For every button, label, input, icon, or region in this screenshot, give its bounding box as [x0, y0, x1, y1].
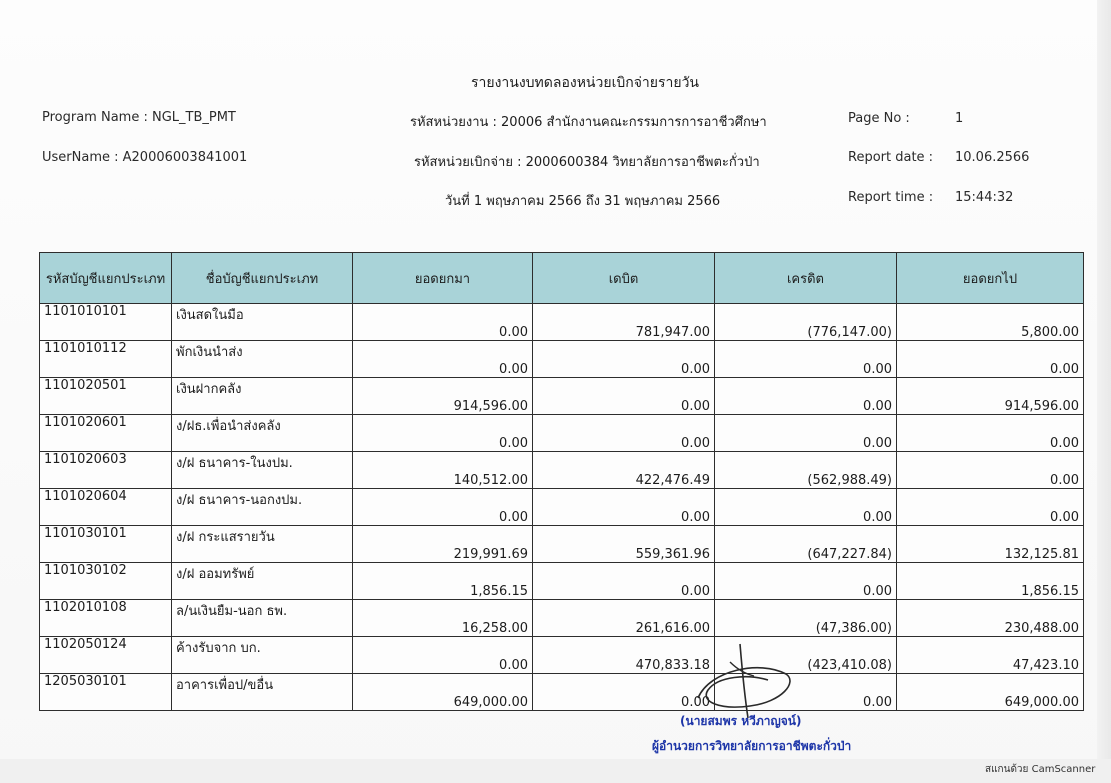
cell-credit: (423,410.08) [715, 637, 897, 674]
cell-account-name: ล/นเงินยืม-นอก ธพ. [172, 600, 353, 637]
scan-edge-bottom [0, 759, 1111, 783]
cell-closing-balance: 0.00 [897, 489, 1084, 526]
cell-account-code: 1101020603 [40, 452, 172, 489]
cell-closing-balance: 649,000.00 [897, 674, 1084, 711]
cell-account-code: 1102050124 [40, 637, 172, 674]
cell-debit: 0.00 [533, 563, 715, 600]
cell-debit: 470,833.18 [533, 637, 715, 674]
camscanner-watermark: สแกนด้วย CamScanner [985, 764, 1096, 775]
cell-opening-balance: 914,596.00 [353, 378, 533, 415]
cell-credit: 0.00 [715, 415, 897, 452]
cell-credit: (776,147.00) [715, 304, 897, 341]
report-time-label: Report time : [848, 190, 934, 205]
cell-credit: 0.00 [715, 674, 897, 711]
header-account-code: รหัสบัญชีแยกประเภท [40, 253, 172, 304]
table-row [40, 304, 1084, 341]
cell-debit: 0.00 [533, 415, 715, 452]
header-debit: เดบิต [533, 253, 715, 304]
report-title: รายงานงบทดลองหน่วยเบิกจ่ายรายวัน [470, 75, 699, 91]
cell-opening-balance: 0.00 [353, 637, 533, 674]
trial-balance-table [39, 252, 1084, 711]
report-date-label: Report date : [848, 150, 934, 165]
cell-account-name: ค้างรับจาก บก. [172, 637, 353, 674]
cell-account-name: ง/ฝ ธนาคาร-ในงปม. [172, 452, 353, 489]
cell-account-code: 1101010101 [40, 304, 172, 341]
cell-debit: 781,947.00 [533, 304, 715, 341]
table-row [40, 600, 1084, 637]
table-row [40, 526, 1084, 563]
cell-closing-balance: 230,488.00 [897, 600, 1084, 637]
cell-credit: 0.00 [715, 563, 897, 600]
program-name: Program Name : NGL_TB_PMT [42, 110, 236, 125]
cell-closing-balance: 5,800.00 [897, 304, 1084, 341]
disbursing-unit-line: รหัสหน่วยเบิกจ่าย : 2000600384 วิทยาลัยการอาชีพตะกั่วป่า [414, 155, 760, 170]
cell-closing-balance: 1,856.15 [897, 563, 1084, 600]
cell-opening-balance: 0.00 [353, 489, 533, 526]
cell-account-code: 1205030101 [40, 674, 172, 711]
header-opening-balance: ยอดยกมา [353, 253, 533, 304]
report-time-value: 15:44:32 [955, 190, 1014, 205]
cell-opening-balance: 16,258.00 [353, 600, 533, 637]
table-row [40, 489, 1084, 526]
cell-account-name: ง/ฝ ธนาคาร-นอกงปม. [172, 489, 353, 526]
scan-edge-right [1097, 0, 1111, 783]
table-row [40, 637, 1084, 674]
cell-closing-balance: 0.00 [897, 452, 1084, 489]
signature-scribble [690, 640, 800, 720]
cell-account-name: ง/ฝ ออมทรัพย์ [172, 563, 353, 600]
header-closing-balance: ยอดยกไป [897, 253, 1084, 304]
cell-debit: 0.00 [533, 378, 715, 415]
cell-debit: 0.00 [533, 489, 715, 526]
cell-credit: 0.00 [715, 341, 897, 378]
cell-opening-balance: 140,512.00 [353, 452, 533, 489]
cell-account-code: 1101030101 [40, 526, 172, 563]
cell-account-name: เงินฝากคลัง [172, 378, 353, 415]
date-range-line: วันที่ 1 พฤษภาคม 2566 ถึง 31 พฤษภาคม 2566 [445, 194, 721, 209]
cell-account-code: 1102010108 [40, 600, 172, 637]
cell-credit: (562,988.49) [715, 452, 897, 489]
cell-account-code: 1101020501 [40, 378, 172, 415]
cell-opening-balance: 0.00 [353, 341, 533, 378]
signatory-position: ผู้อำนวยการวิทยาลัยการอาชีพตะกั่วป่า [652, 739, 852, 753]
report-date-value: 10.06.2566 [955, 150, 1030, 165]
cell-debit: 0.00 [533, 341, 715, 378]
cell-closing-balance: 0.00 [897, 415, 1084, 452]
signatory-name: (นายสมพร หวีภาญจน์) [680, 714, 802, 728]
cell-debit: 559,361.96 [533, 526, 715, 563]
page-no-label: Page No : [848, 111, 910, 126]
cell-credit: (47,386.00) [715, 600, 897, 637]
table-row [40, 563, 1084, 600]
cell-debit: 261,616.00 [533, 600, 715, 637]
cell-credit: 0.00 [715, 489, 897, 526]
page-no-value: 1 [955, 111, 964, 126]
table-row [40, 378, 1084, 415]
cell-account-code: 1101010112 [40, 341, 172, 378]
cell-opening-balance: 219,991.69 [353, 526, 533, 563]
cell-closing-balance: 0.00 [897, 341, 1084, 378]
cell-debit: 0.00 [533, 674, 715, 711]
header-credit: เครดิต [715, 253, 897, 304]
cell-account-code: 1101020604 [40, 489, 172, 526]
header-account-name: ชื่อบัญชีแยกประเภท [172, 253, 353, 304]
cell-account-code: 1101020601 [40, 415, 172, 452]
table-row [40, 674, 1084, 711]
cell-closing-balance: 47,423.10 [897, 637, 1084, 674]
cell-opening-balance: 0.00 [353, 415, 533, 452]
cell-account-code: 1101030102 [40, 563, 172, 600]
cell-credit: (647,227.84) [715, 526, 897, 563]
cell-account-name: ง/ฝ กระแสรายวัน [172, 526, 353, 563]
cell-account-name: ง/ฝธ.เพื่อนำส่งคลัง [172, 415, 353, 452]
table-row [40, 452, 1084, 489]
cell-account-name: พักเงินนำส่ง [172, 341, 353, 378]
table-row [40, 341, 1084, 378]
cell-debit: 422,476.49 [533, 452, 715, 489]
cell-credit: 0.00 [715, 378, 897, 415]
table-header-row [40, 253, 1084, 304]
cell-closing-balance: 132,125.81 [897, 526, 1084, 563]
cell-opening-balance: 0.00 [353, 304, 533, 341]
cell-account-name: เงินสดในมือ [172, 304, 353, 341]
cell-opening-balance: 1,856.15 [353, 563, 533, 600]
user-name: UserName : A20006003841001 [42, 150, 248, 165]
cell-closing-balance: 914,596.00 [897, 378, 1084, 415]
agency-line: รหัสหน่วยงาน : 20006 สำนักงานคณะกรรมการการอาชีวศึกษา [410, 115, 767, 130]
cell-account-name: อาคารเพื่อป/ขอื่น [172, 674, 353, 711]
cell-opening-balance: 649,000.00 [353, 674, 533, 711]
table-row [40, 415, 1084, 452]
